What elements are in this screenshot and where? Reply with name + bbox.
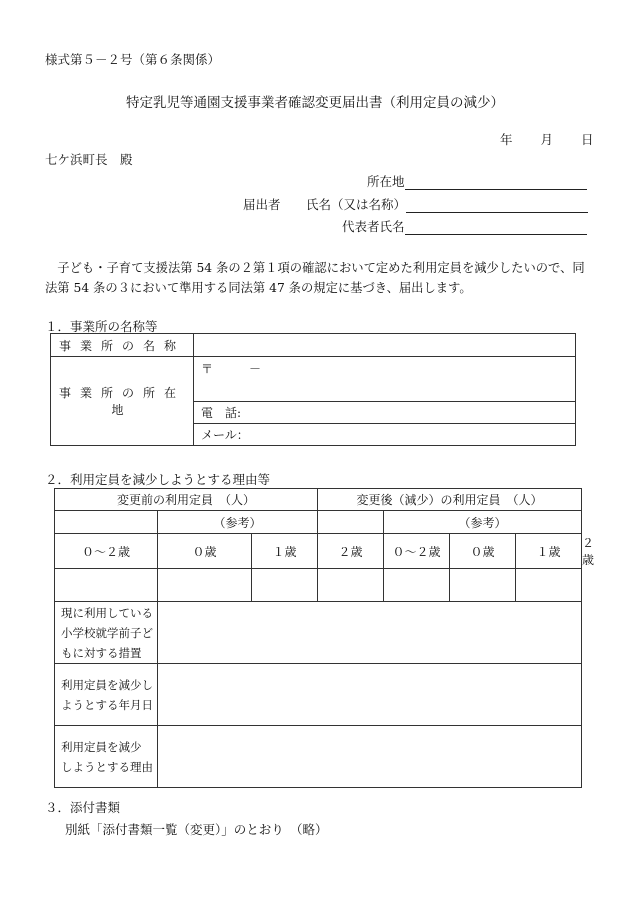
reduction-date-label-line: 利用定員を減少し — [61, 677, 153, 692]
address-row — [367, 172, 587, 190]
value-before-2[interactable] — [318, 569, 384, 602]
after-total-blank — [318, 511, 384, 534]
mail-label: メール： — [201, 428, 249, 442]
representative-field[interactable] — [405, 220, 587, 235]
page-title: 特定乳児等通園支援事業者確認変更届出書（利用定員の減少） — [126, 95, 504, 111]
reduction-reason-label-line: しようとする理由 — [61, 759, 153, 774]
age-col-before-total: ０～２歳 — [55, 534, 158, 569]
after-header: 変更後（減少）の利用定員 （人） — [318, 489, 582, 511]
section3-heading: ３．添付書類 — [45, 800, 121, 815]
facility-name-field[interactable] — [194, 334, 576, 357]
facility-location-label: 事業所の所在地 — [51, 357, 194, 446]
age-col-after-total: ０～２歳 — [384, 534, 450, 569]
representative-row — [342, 217, 587, 235]
body-line-1: 子ども・子育て支援法第 54 条の２第１項の確認において定めた利用定員を減少したいので、同 — [45, 261, 585, 275]
date-day: 日 — [581, 132, 594, 147]
before-reference: （参考） — [158, 511, 318, 534]
capacity-table: 変更前の利用定員 （人） 変更後（減少）の利用定員 （人） （参考） （参考） ０～２歳 ０歳 １歳 ２歳 ０～２歳 ０歳 １歳 ２歳 現に利用している 小学校就学前子ど もに対する措置 利用定員を減少し ようとする年月日 利用定員を減少 しようとする理由 — [54, 488, 582, 788]
measures-label-line: もに対する措置 — [61, 645, 142, 660]
measures-label-line: 小学校就学前子ど — [61, 625, 153, 640]
facility-name-label: 事業所の名称 — [51, 334, 194, 357]
reduction-date-label-line: ようとする年月日 — [61, 697, 153, 712]
section1-heading: １．事業所の名称等 — [45, 319, 158, 334]
postal-label: 〒 － — [201, 362, 262, 376]
reduction-reason-label — [55, 726, 158, 788]
phone-field[interactable] — [194, 402, 576, 424]
date-year: 年 — [500, 132, 513, 147]
measures-label-line: 現に利用している — [61, 605, 153, 620]
reduction-date-label — [55, 664, 158, 726]
name-label: 氏名（又は名称） — [306, 197, 407, 212]
postal-field[interactable] — [194, 357, 576, 402]
value-before-1[interactable] — [252, 569, 318, 602]
addressee: 七ケ浜町長 殿 — [45, 152, 133, 167]
age-col-before-1: １歳 — [252, 534, 318, 569]
age-col-after-0: ０歳 — [450, 534, 516, 569]
name-row — [306, 195, 588, 213]
after-reference: （参考） — [384, 511, 582, 534]
age-col-before-0: ０歳 — [158, 534, 252, 569]
body-line-2: 法第 54 条の３において準用する同法第 47 条の規定に基づき、届出します。 — [45, 281, 472, 295]
measures-label — [55, 602, 158, 664]
age-col-before-2: ２歳 — [318, 534, 384, 569]
facility-table — [50, 333, 576, 446]
section2-heading: ２．利用定員を減少しようとする理由等 — [45, 472, 271, 487]
phone-label: 電 話: — [201, 406, 242, 420]
reduction-reason-label-line: 利用定員を減少 — [61, 739, 142, 754]
notifier-label: 届出者 — [243, 197, 281, 212]
value-after-total[interactable] — [384, 569, 450, 602]
measures-field[interactable] — [158, 602, 582, 664]
value-after-0[interactable] — [450, 569, 516, 602]
before-total-blank — [55, 511, 158, 534]
reduction-reason-field[interactable] — [158, 726, 582, 788]
attachments-text: 別紙「添付書類一覧（変更）」のとおり （略） — [65, 822, 328, 837]
reduction-date-field[interactable] — [158, 664, 582, 726]
value-before-0[interactable] — [158, 569, 252, 602]
date-month: 月 — [540, 132, 554, 147]
representative-label: 代表者氏名 — [342, 219, 405, 234]
form-number: 様式第５－２号（第６条関係） — [45, 52, 221, 67]
mail-field[interactable] — [194, 424, 576, 446]
value-after-1[interactable] — [516, 569, 582, 602]
value-before-total[interactable] — [55, 569, 158, 602]
name-field[interactable] — [406, 198, 588, 213]
age-col-after-1: １歳 — [516, 534, 582, 569]
address-field[interactable] — [405, 175, 587, 190]
date-line — [500, 130, 594, 148]
address-label: 所在地 — [367, 174, 405, 189]
before-header: 変更前の利用定員 （人） — [55, 489, 318, 511]
